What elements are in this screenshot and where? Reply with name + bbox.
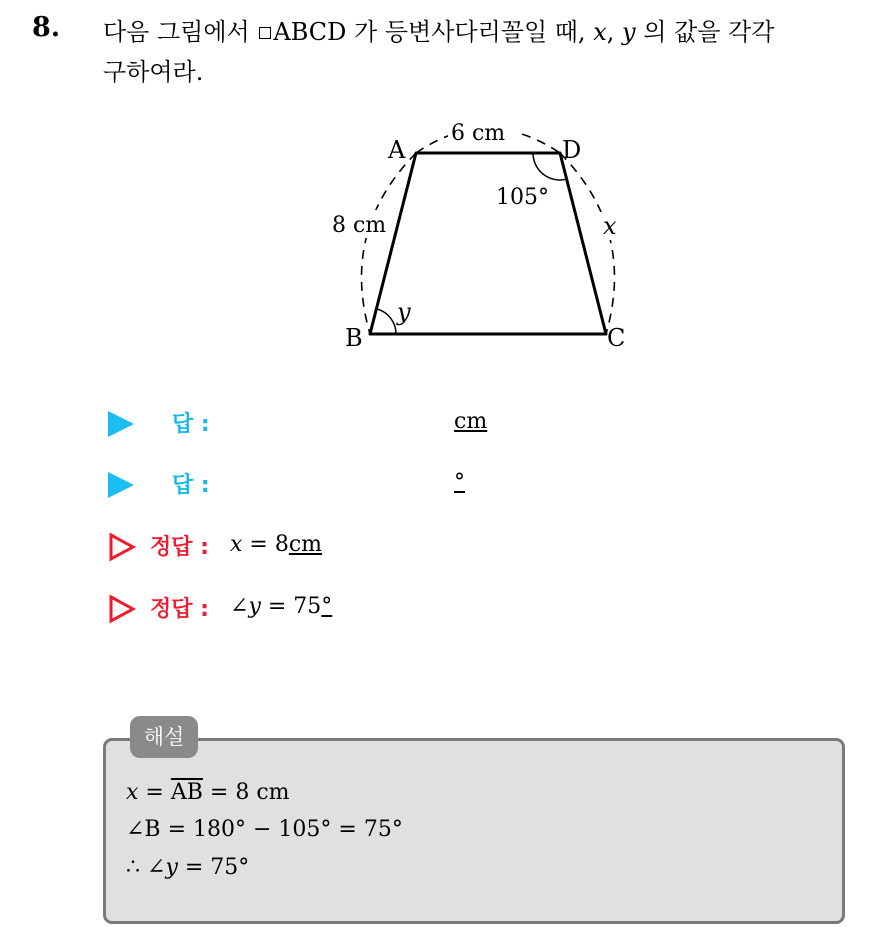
correct-unit-1: cm xyxy=(288,532,323,557)
correct-eq-1: = 8 xyxy=(242,532,289,557)
correct-label-2: 정답 : xyxy=(150,597,209,622)
solution-line1-rest: = 8 cm xyxy=(202,780,290,805)
correct-row-2 xyxy=(108,590,468,630)
question-var-x: x xyxy=(593,18,607,46)
question-line1-b: ABCD 가 등변사다리꼴일 때, xyxy=(273,18,594,46)
play-arrow-icon xyxy=(108,411,134,437)
left-length-label: 8 cm xyxy=(332,213,387,238)
solution-eq: = xyxy=(138,780,171,805)
correct-answer-1 xyxy=(230,532,322,557)
answer-row-1 xyxy=(108,405,528,445)
question-comma: , xyxy=(606,18,623,46)
answer-blank-unit-1[interactable]: cm xyxy=(454,409,488,434)
question-number: 8. xyxy=(32,12,61,43)
solution-line3-rest: = 75° xyxy=(177,855,250,880)
top-length-label: 6 cm xyxy=(451,121,506,146)
question-text xyxy=(103,12,863,92)
angle-d-label: 105° xyxy=(496,185,549,210)
correct-answer-2 xyxy=(230,594,332,619)
question-line1-a: 다음 그림에서 xyxy=(103,18,258,46)
correct-unit-2: ° xyxy=(321,594,333,619)
question-line2: 구하여라. xyxy=(103,58,204,86)
correct-row-1 xyxy=(108,528,468,568)
quadrilateral-symbol-icon xyxy=(259,27,271,39)
answer-label-2: 답 : xyxy=(172,473,210,498)
angle-b-var-label: y xyxy=(397,298,411,326)
solution-line-1 xyxy=(126,780,290,805)
trapezoid-figure xyxy=(320,110,640,360)
answer-label-1: 답 : xyxy=(172,412,210,437)
vertex-a-label: A xyxy=(388,136,406,164)
correct-eq-2: = 75 xyxy=(260,594,322,619)
angle-symbol: ∠ xyxy=(230,594,249,619)
answer-blank-unit-2[interactable]: ° xyxy=(454,470,465,495)
correct-var-x: x xyxy=(230,532,243,557)
outline-arrow-icon xyxy=(108,594,138,624)
solution-line-2: ∠B = 180° − 105° = 75° xyxy=(126,817,403,842)
right-var-label: x xyxy=(603,212,617,240)
play-arrow-icon xyxy=(108,472,134,498)
therefore-angle: ∴ ∠ xyxy=(126,855,166,880)
answer-row-2 xyxy=(108,466,528,506)
vertex-c-label: C xyxy=(607,324,626,352)
angle-b-arc xyxy=(376,309,396,334)
question-var-y: y xyxy=(622,18,636,46)
correct-label-1: 정답 : xyxy=(150,535,209,560)
vertex-d-label: D xyxy=(562,136,582,164)
segment-ab: $\overline{AB}$ xyxy=(170,780,203,805)
solution-var-x: x xyxy=(126,780,139,805)
question-line1-c: 의 값을 각각 xyxy=(635,18,775,46)
vertex-b-label: B xyxy=(345,324,363,352)
solution-line-3 xyxy=(126,855,249,880)
outline-arrow-icon xyxy=(108,532,138,562)
solution-var-y: y xyxy=(165,855,178,880)
correct-var-y: y xyxy=(248,594,261,619)
solution-tag: 해설 xyxy=(130,716,198,758)
